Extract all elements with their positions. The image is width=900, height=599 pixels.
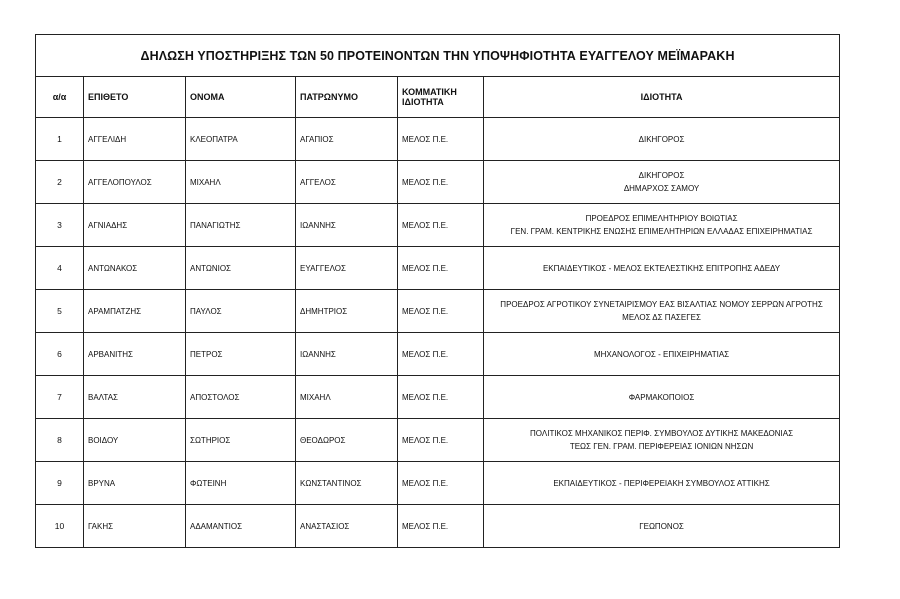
cell-index: 8 (36, 419, 84, 462)
cell-surname: ΑΡΒΑΝΙΤΗΣ (84, 333, 186, 376)
cell-property (484, 118, 840, 161)
cell-patronymic: ΘΕΟΔΩΡΟΣ (296, 419, 398, 462)
cell-patronymic: ΜΙΧΑΗΛ (296, 376, 398, 419)
cell-property (484, 290, 840, 333)
table-row (36, 247, 840, 290)
cell-patronymic: ΑΝΑΣΤΑΣΙΟΣ (296, 505, 398, 548)
document-title: ΔΗΛΩΣΗ ΥΠΟΣΤΗΡΙΞΗΣ ΤΩΝ 50 ΠΡΟΤΕΙΝΟΝΤΩΝ ΤΗΝ ΥΠΟΨΗΦΙΟΤΗΤΑ ΕΥΑΓΓΕΛΟΥ ΜΕΪΜΑΡΑΚΗ (36, 35, 840, 77)
cell-party-role: ΜΕΛΟΣ Π.Ε. (398, 505, 484, 548)
cell-name: ΑΝΤΩΝΙΟΣ (186, 247, 296, 290)
cell-index: 1 (36, 118, 84, 161)
property-line: ΤΕΩΣ ΓΕΝ. ΓΡΑΜ. ΠΕΡΙΦΕΡΕΙΑΣ ΙΟΝΙΩΝ ΝΗΣΩΝ (569, 442, 754, 451)
table-row (36, 161, 840, 204)
cell-surname: ΒΟΙΔΟΥ (84, 419, 186, 462)
title-row (36, 35, 840, 77)
table-row (36, 376, 840, 419)
property-line: ΓΕΩΠΟΝΟΣ (639, 521, 684, 531)
cell-surname: ΒΑΛΤΑΣ (84, 376, 186, 419)
cell-patronymic: ΕΥΑΓΓΕΛΟΣ (296, 247, 398, 290)
property-line: ΔΙΚΗΓΟΡΟΣ (638, 134, 685, 144)
cell-surname: ΒΡΥΝΑ (84, 462, 186, 505)
cell-name: ΣΩΤΗΡΙΟΣ (186, 419, 296, 462)
cell-party-role: ΜΕΛΟΣ Π.Ε. (398, 118, 484, 161)
header-party-role: ΚΟΜΜΑΤΙΚΗ ΙΔΙΟΤΗΤΑ (398, 77, 484, 118)
property-line: ΜΕΛΟΣ ΔΣ ΠΑΣΕΓΕΣ (622, 313, 701, 322)
header-name: ΟΝΟΜΑ (186, 77, 296, 118)
cell-property (484, 204, 840, 247)
cell-index: 5 (36, 290, 84, 333)
cell-party-role: ΜΕΛΟΣ Π.Ε. (398, 161, 484, 204)
cell-property (484, 505, 840, 548)
table-row (36, 204, 840, 247)
cell-patronymic: ΙΩΑΝΝΗΣ (296, 333, 398, 376)
property-line: ΕΚΠΑΙΔΕΥΤΙΚΟΣ - ΠΕΡΙΦΕΡΕΙΑΚΗ ΣΥΜΒΟΥΛΟΣ ΑΤΤΙΚΗΣ (553, 478, 770, 488)
cell-property (484, 462, 840, 505)
header-patronymic: ΠΑΤΡΩΝΥΜΟ (296, 77, 398, 118)
property-line: ΔΗΜΑΡΧΟΣ ΣΑΜΟΥ (623, 184, 700, 193)
cell-index: 4 (36, 247, 84, 290)
header-property: ΙΔΙΟΤΗΤΑ (484, 77, 840, 118)
cell-party-role: ΜΕΛΟΣ Π.Ε. (398, 204, 484, 247)
cell-property (484, 376, 840, 419)
property-line: ΠΡΟΕΔΡΟΣ ΕΠΙΜΕΛΗΤΗΡΙΟΥ ΒΟΙΩΤΙΑΣ (585, 214, 738, 223)
cell-name: ΚΛΕΟΠΑΤΡΑ (186, 118, 296, 161)
cell-party-role: ΜΕΛΟΣ Π.Ε. (398, 290, 484, 333)
property-line: ΓΕΝ. ΓΡΑΜ. ΚΕΝΤΡΙΚΗΣ ΕΝΩΣΗΣ ΕΠΙΜΕΛΗΤΗΡΙΩΝ ΕΛΛΑΔΑΣ ΕΠΙΧΕΙΡΗΜΑΤΙΑΣ (510, 227, 813, 236)
property-line: ΠΟΛΙΤΙΚΟΣ ΜΗΧΑΝΙΚΟΣ ΠΕΡΙΦ. ΣΥΜΒΟΥΛΟΣ ΔΥΤΙΚΗΣ ΜΑΚΕΔΟΝΙΑΣ (530, 429, 794, 438)
cell-surname: ΑΓΓΕΛΟΠΟΥΛΟΣ (84, 161, 186, 204)
cell-patronymic: ΑΓΓΕΛΟΣ (296, 161, 398, 204)
cell-surname: ΓΑΚΗΣ (84, 505, 186, 548)
table-row (36, 462, 840, 505)
header-row (36, 77, 840, 118)
cell-surname: ΑΡΑΜΠΑΤΖΗΣ (84, 290, 186, 333)
cell-surname: ΑΓΓΕΛΙΔΗ (84, 118, 186, 161)
cell-party-role: ΜΕΛΟΣ Π.Ε. (398, 376, 484, 419)
cell-property (484, 247, 840, 290)
table-row (36, 505, 840, 548)
cell-index: 9 (36, 462, 84, 505)
cell-surname: ΑΝΤΩΝΑΚΟΣ (84, 247, 186, 290)
property-line: ΕΚΠΑΙΔΕΥΤΙΚΟΣ - ΜΕΛΟΣ ΕΚΤΕΛΕΣΤΙΚΗΣ ΕΠΙΤΡΟΠΗΣ ΑΔΕΔΥ (542, 263, 781, 273)
table-row (36, 333, 840, 376)
property-line: ΠΡΟΕΔΡΟΣ ΑΓΡΟΤΙΚΟΥ ΣΥΝΕΤΑΙΡΙΣΜΟΥ ΕΑΣ ΒΙΣΑΛΤΙΑΣ ΝΟΜΟΥ ΣΕΡΡΩΝ ΑΓΡΟΤΗΣ (500, 300, 823, 309)
cell-index: 3 (36, 204, 84, 247)
cell-patronymic: ΚΩΝΣΤΑΝΤΙΝΟΣ (296, 462, 398, 505)
cell-property (484, 333, 840, 376)
cell-name: ΑΠΟΣΤΟΛΟΣ (186, 376, 296, 419)
cell-index: 10 (36, 505, 84, 548)
cell-patronymic: ΑΓΑΠΙΟΣ (296, 118, 398, 161)
header-index: α/α (36, 77, 84, 118)
property-line: ΦΑΡΜΑΚΟΠΟΙΟΣ (628, 392, 695, 402)
cell-name: ΠΕΤΡΟΣ (186, 333, 296, 376)
cell-name: ΜΙΧΑΗΛ (186, 161, 296, 204)
cell-index: 6 (36, 333, 84, 376)
cell-surname: ΑΓΝΙΑΔΗΣ (84, 204, 186, 247)
cell-index: 2 (36, 161, 84, 204)
property-line: ΜΗΧΑΝΟΛΟΓΟΣ - ΕΠΙΧΕΙΡΗΜΑΤΙΑΣ (593, 349, 730, 359)
cell-patronymic: ΔΗΜΗΤΡΙΟΣ (296, 290, 398, 333)
cell-patronymic: ΙΩΑΝΝΗΣ (296, 204, 398, 247)
cell-party-role: ΜΕΛΟΣ Π.Ε. (398, 247, 484, 290)
property-line: ΔΙΚΗΓΟΡΟΣ (638, 171, 685, 180)
cell-index: 7 (36, 376, 84, 419)
cell-party-role: ΜΕΛΟΣ Π.Ε. (398, 419, 484, 462)
cell-party-role: ΜΕΛΟΣ Π.Ε. (398, 333, 484, 376)
cell-name: ΠΑΝΑΓΙΩΤΗΣ (186, 204, 296, 247)
table-row (36, 118, 840, 161)
cell-property (484, 419, 840, 462)
support-declaration-document (35, 34, 839, 548)
supporters-table (35, 34, 840, 548)
cell-name: ΠΑΥΛΟΣ (186, 290, 296, 333)
cell-name: ΑΔΑΜΑΝΤΙΟΣ (186, 505, 296, 548)
cell-property (484, 161, 840, 204)
header-surname: ΕΠΙΘΕΤΟ (84, 77, 186, 118)
table-row (36, 419, 840, 462)
table-row (36, 290, 840, 333)
cell-name: ΦΩΤΕΙΝΗ (186, 462, 296, 505)
cell-party-role: ΜΕΛΟΣ Π.Ε. (398, 462, 484, 505)
